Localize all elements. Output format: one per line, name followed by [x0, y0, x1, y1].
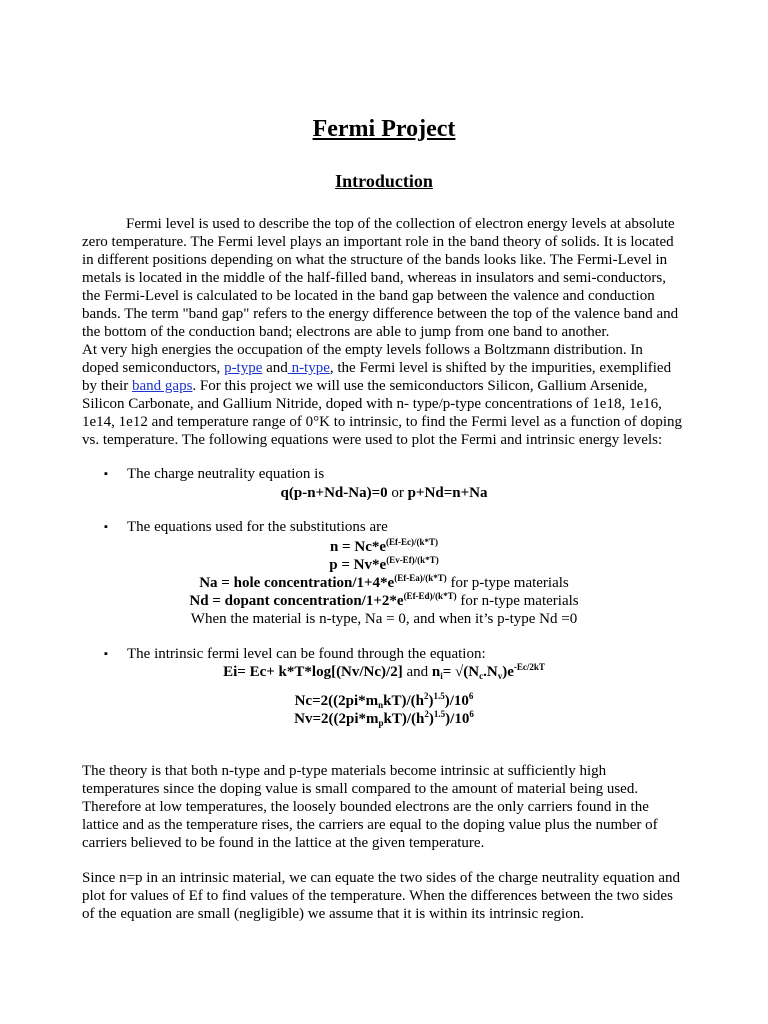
equation-na [0, 574, 768, 592]
equation-nv-power: 1.5 [433, 709, 446, 719]
theory-line-3: Therefore at low temperatures, the loosely bounded electrons are the only carriers found in the [82, 799, 649, 815]
equation-nc-square: 2 [424, 691, 429, 701]
intro-line-7: the bottom of the conduction band; electrons are able to jump from one band to another. [82, 324, 610, 340]
theory-line-5: carriers believed to be found in the lattice at the given temperature. [82, 835, 485, 851]
since-line-2: plot for values of Ef to find values of the temperature. When the differences between the two sides [82, 888, 673, 904]
equation-ni-close: )e [502, 664, 514, 680]
intro-line-4: metals is located in the middle of the half-filled band, whereas in insulators and semi-conductors, [82, 270, 667, 286]
equation-n-exponent: (Ef-Ec)/(k*T) [386, 537, 439, 547]
equation-nv-square: 2 [424, 709, 429, 719]
intro-line-11: Silicon Carbonate, and Gallium Nitride, doped with n- type/p-type concentrations of 1e18, 1e16, [82, 396, 662, 412]
equation-note: When the material is n-type, Na = 0, and when it’s p-type Nd =0 [190, 611, 578, 627]
equation-ni-n: n [431, 664, 441, 680]
intro-line-2: zero temperature. The Fermi level plays an important role in the band theory of solids. It is located [82, 234, 674, 250]
equation-nc-sub: c [479, 671, 484, 681]
equation-nc-d: )/10 [444, 693, 469, 709]
equation-nc-mass-sub: n [378, 700, 384, 710]
p-type-link[interactable]: p-type [224, 360, 263, 376]
equation-na-exponent: (Ef-Ea)/(k*T) [394, 573, 447, 583]
equation-n [0, 538, 768, 556]
intro-line-9-text-a: doped semiconductors, [82, 360, 225, 376]
page-title: Fermi Project [312, 116, 456, 142]
intro-line-9 [82, 359, 686, 377]
equation-nv-c: ) [428, 711, 434, 727]
intro-line-13: vs. temperature. The following equations were used to plot the Fermi and intrinsic energy levels: [82, 432, 663, 448]
equation-ni-exponent: -Ec/2kT [513, 662, 545, 672]
equation-ni-root: = √(N [442, 664, 480, 680]
equation-nc [0, 692, 768, 710]
equation-ni-sub: i [440, 671, 443, 681]
band-gaps-link[interactable]: band gaps [132, 378, 193, 394]
equation-nd-base: Nd = dopant concentration/1+2*e [189, 593, 404, 609]
bullet-3-text: The intrinsic fermi level can be found through the equation: [127, 646, 486, 662]
intro-line-3: in different positions depending on what the structure of the bands looks like. The Fermi-Level in [82, 252, 668, 268]
equation-n-base: n = Nc*e [329, 539, 387, 555]
intro-line-9-text-b: and [262, 360, 288, 376]
equation-nv-a: Nv=2((2pi*m [294, 711, 379, 727]
equation-na-base: Na = hole concentration/1+4*e [199, 575, 395, 591]
theory-line-2: temperatures since the doping value is small compared to the amount of material being used. [82, 781, 639, 797]
equation-nd-exponent: (Ef-Ed)/(k*T) [403, 591, 457, 601]
equation-nc-b: kT)/(h [383, 693, 424, 709]
charge-neutrality-equation [0, 484, 768, 502]
intro-line-9-text-c: , the Fermi level is shifted by the impurities, exemplified [329, 360, 672, 376]
section-heading: Introduction [335, 171, 433, 191]
equation-and: and [402, 664, 432, 680]
equation-p-base: p = Nv*e [329, 557, 387, 573]
equation-nv-mass-sub: p [378, 718, 384, 728]
n-type-link[interactable]: n-type [287, 360, 330, 376]
equation-p [0, 556, 768, 574]
equation-nc-a: Nc=2((2pi*m [294, 693, 379, 709]
equation-ei: Ei= Ec+ k*T*log[(Nv/Nc)/2] [223, 664, 403, 680]
equation-nv [0, 710, 768, 728]
intro-line-6: bands. The term "band gap" refers to the energy difference between the top of the valence band and [82, 306, 679, 322]
equation-nd [0, 592, 768, 610]
bullet-marker-3: ▪ [104, 648, 108, 660]
bullet-marker-1: ▪ [104, 468, 108, 480]
equation-nc-power: 1.5 [433, 691, 445, 701]
equation-nd-tail: for n-type materials [456, 593, 579, 609]
intro-line-1: Fermi level is used to describe the top of the collection of electron energy levels at absolute [126, 216, 675, 232]
equation-nv-sub: v [497, 671, 503, 681]
equation-nv-b: kT)/(h [383, 711, 425, 727]
bullet-marker-2: ▪ [104, 521, 108, 533]
bullet-1-text: The charge neutrality equation is [127, 466, 325, 482]
theory-line-4: lattice and as the temperature rises, the carriers are equal to the doping value plus the number of [82, 817, 658, 833]
bullet-2-text: The equations used for the substitutions are [127, 519, 388, 535]
intro-line-10 [82, 377, 686, 395]
intro-line-8: At very high energies the occupation of the empty levels follows a Boltzmann distribution. In [82, 342, 643, 358]
equation-nc-c: ) [428, 693, 434, 709]
intro-line-12: 1e14, 1e12 and temperature range of 0°K to intrinsic, to find the Fermi level as a function of doping [82, 414, 682, 430]
equation-q: q(p-n+Nd-Na)=0 [280, 485, 388, 501]
intro-line-10-text-b: . For this project we will use the semiconductors Silicon, Gallium Arsenide, [192, 378, 648, 394]
equation-p-exponent: (Ev-Ef)/(k*T) [386, 555, 439, 565]
since-line-3: of the equation are small (negligible) we assume that it is within its intrinsic region. [82, 906, 584, 922]
equation-ni-dot: .N [483, 664, 498, 680]
intrinsic-fermi-equation [0, 663, 768, 681]
equation-nc-ten-power: 6 [468, 691, 474, 701]
equation-nv-ten-power: 6 [469, 709, 474, 719]
intro-line-5: the Fermi-Level is calculated to be located in the band gap between the valence and conduction [82, 288, 655, 304]
equation-p-nd: p+Nd=n+Na [407, 485, 488, 501]
since-line-1: Since n=p in an intrinsic material, we can equate the two sides of the charge neutrality equation and [82, 870, 680, 886]
equation-na-tail: for p-type materials [446, 575, 569, 591]
intro-line-10-text-a: by their [82, 378, 132, 394]
equation-nv-d: )/10 [445, 711, 470, 727]
theory-line-1: The theory is that both n-type and p-type materials become intrinsic at sufficiently high [82, 763, 607, 779]
equation-or: or [387, 485, 408, 501]
equation-ni [432, 664, 545, 680]
